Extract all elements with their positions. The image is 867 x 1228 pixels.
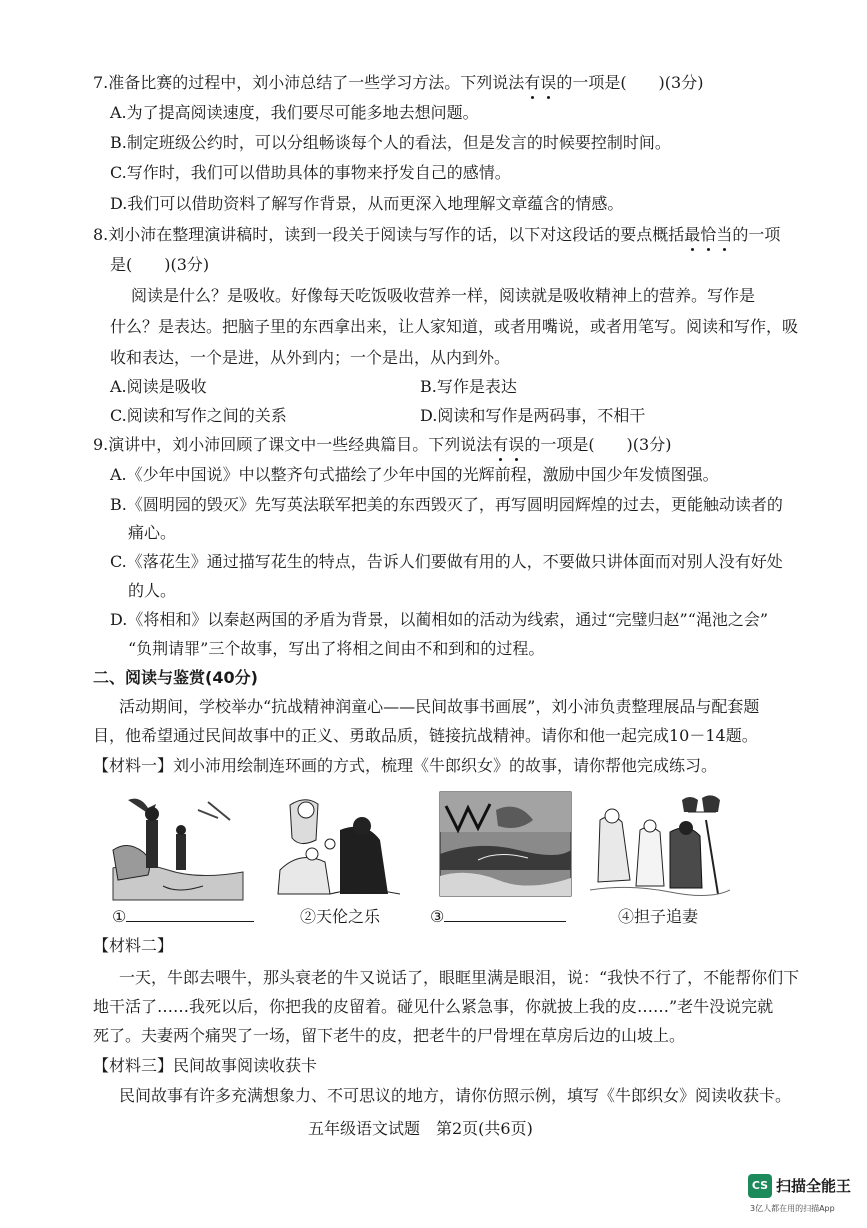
q8-stem: 8.刘小沛在整理演讲稿时，读到一段关于阅读与写作的话，以下对这段话的要点概括最恰当的一项: [93, 225, 781, 244]
caption-3: ③: [430, 906, 566, 928]
q8-option-a: A.阅读是吸收: [110, 377, 207, 396]
q8-option-b: B.写作是表达: [420, 377, 517, 396]
answer-blank[interactable]: [444, 907, 566, 922]
emphasis-dot: 误: [508, 435, 525, 454]
caption-2: ②天伦之乐: [300, 907, 381, 926]
material-two-line: 死了。夫妻两个痛哭了一场，留下老牛的皮，把老牛的尸骨埋在草房后边的山坡上。: [93, 1026, 686, 1045]
comic-panel-1: [108, 790, 248, 902]
material-two-line: 地干活了……我死以后，你把我的皮留着。碰见什么紧急事，你就披上我的皮……”老牛没说完就: [93, 997, 774, 1016]
caption-1: ①: [112, 906, 254, 928]
section-intro: 目，他希望通过民间故事中的正义、勇敢品质，链接抗战精神。请你和他一起完成10－14题。: [93, 726, 758, 745]
material-two-title: 【材料二】: [93, 936, 174, 955]
q8-option-c: C.阅读和写作之间的关系: [110, 406, 287, 425]
caption-4: ④担子追妻: [618, 907, 699, 926]
material-three-line: 民间故事有许多充满想象力、不可思议的地方，请你仿照示例，填写《牛郎织女》阅读收获卡。: [119, 1086, 792, 1105]
q9-option-c-cont: 的人。: [128, 581, 177, 600]
q9-stem: 9.演讲中，刘小沛回顾了课文中一些经典篇目。下列说法有误的一项是( )(3分): [93, 435, 672, 454]
q8-passage-line: 收和表达，一个是进，从外到内；一个是出，从内到外。: [110, 348, 511, 367]
q9-option-b-cont: 痛心。: [128, 523, 177, 542]
q9-option-d-cont: “负荆请罪”三个故事，写出了将相之间由不和到和的过程。: [128, 639, 545, 658]
emphasis-dot: 最: [684, 225, 701, 244]
section-title: 二、阅读与鉴赏(40分): [93, 668, 258, 687]
brand-name: 扫描全能王: [776, 1177, 852, 1195]
comic-panel-2: [270, 790, 410, 902]
section-intro: 活动期间，学校举办“抗战精神润童心——民间故事书画展”，刘小沛负责整理展品与配套题: [119, 697, 760, 716]
q7-stem: 7.准备比赛的过程中，刘小沛总结了一些学习方法。下列说法有误的一项是( )(3分): [93, 73, 704, 92]
emphasis-dot: 当: [716, 225, 733, 244]
emphasis-dot: 有: [524, 73, 541, 92]
answer-blank[interactable]: [126, 907, 254, 922]
q9-option-a: A.《少年中国说》中以整齐句式描绘了少年中国的光辉前程，激励中国少年发愤图强。: [110, 465, 719, 484]
q7-option-a: A.为了提高阅读速度，我们要尽可能多地去想问题。: [110, 103, 479, 122]
page-footer: 五年级语文试题 第2页(共6页): [308, 1119, 533, 1138]
q9-option-b: B.《圆明园的毁灭》先写英法联军把美的东西毁灭了，再写圆明园辉煌的过去，更能触动读者的: [110, 495, 783, 514]
q7-option-c: C.写作时，我们可以借助具体的事物来抒发自己的感情。: [110, 163, 511, 182]
brand-subtitle: 3亿人都在用的扫描App: [750, 1204, 835, 1213]
comic-panel-4: [590, 790, 730, 902]
emphasis-dot: 恰: [700, 225, 717, 244]
material-three-title: 【材料三】民间故事阅读收获卡: [93, 1056, 318, 1075]
q9-option-d: D.《将相和》以秦赵两国的矛盾为背景，以蔺相如的活动为线索，通过“完璧归赵”“渑池之会”: [110, 610, 769, 629]
q8-passage-line: 什么？是表达。把脑子里的东西拿出来，让人家知道，或者用嘴说，或者用笔写。阅读和写作，吸: [110, 317, 799, 336]
scanner-brand: [748, 1171, 860, 1221]
q7-option-b: B.制定班级公约时，可以分组畅谈每个人的看法，但是发言的时候要控制时间。: [110, 133, 671, 152]
comic-panel-3: [438, 790, 573, 898]
material-two-line: 一天，牛郎去喂牛，那头衰老的牛又说话了，眼眶里满是眼泪，说：“我快不行了，不能帮你们下: [119, 968, 800, 987]
q9-option-c: C.《落花生》通过描写花生的特点，告诉人们要做有用的人，不要做只讲体面而对别人没有好处: [110, 552, 783, 571]
q8-passage-line: 阅读是什么？是吸收。好像每天吃饭吸收营养一样，阅读就是吸收精神上的营养。写作是: [131, 286, 756, 305]
emphasis-dot: 误: [540, 73, 557, 92]
q8-stem-line2: 是( )(3分): [110, 255, 210, 274]
material-one: 【材料一】刘小沛用绘制连环画的方式，梳理《牛郎织女》的故事，请你帮他完成练习。: [93, 756, 718, 775]
q7-option-d: D.我们可以借助资料了解写作背景，从而更深入地理解文章蕴含的情感。: [110, 194, 624, 213]
emphasis-dot: 有: [492, 435, 509, 454]
cs-logo-icon: CS: [748, 1174, 772, 1198]
q8-option-d: D.阅读和写作是两码事，不相干: [420, 406, 646, 425]
